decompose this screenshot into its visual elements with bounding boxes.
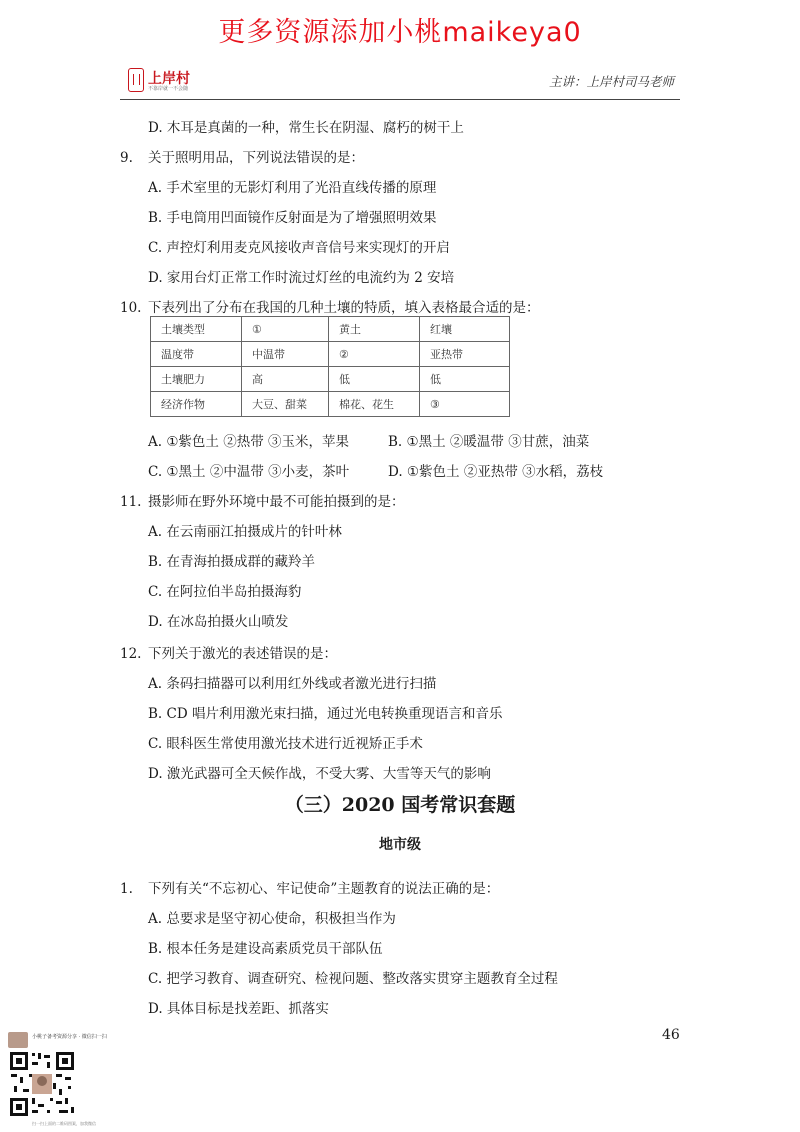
question-number: 9. (120, 150, 133, 166)
qr-code-icon[interactable] (8, 1050, 76, 1118)
question-stem: 摄影师在野外环境中最不可能拍摄到的是： (148, 494, 405, 510)
table-row (151, 367, 510, 392)
table-cell: 棉花、花生 (329, 392, 420, 417)
table-row (151, 392, 510, 417)
table-cell: 经济作物 (151, 392, 242, 417)
brand-slogan: 不靠岸就一不会随 (148, 86, 189, 92)
question-number: 12. (120, 646, 142, 662)
table-cell: 黄土 (329, 317, 420, 342)
table-cell: 红壤 (420, 317, 510, 342)
option-line: D. 在冰岛拍摄火山喷发 (148, 614, 289, 630)
table-cell: 温度带 (151, 342, 242, 367)
brand-name: 上岸村 (148, 71, 190, 87)
option-line: A. 条码扫描器可以利用红外线或者激光进行扫描 (148, 676, 437, 692)
section-subtitle: 地市级 (379, 837, 421, 853)
table-cell: 高 (242, 367, 329, 392)
page-number: 46 (662, 1027, 680, 1043)
table-cell: 土壤类型 (151, 317, 242, 342)
resource-banner: 更多资源添加小桃maikeya0 (218, 17, 582, 48)
option-line: A. ①紫色土 ②热带 ③玉米，苹果 (148, 434, 350, 450)
table-row (151, 342, 510, 367)
question-9 (120, 146, 364, 166)
option-line: A. 在云南丽江拍摄成片的针叶林 (148, 524, 342, 540)
option-line: D. 具体目标是找差距、抓落实 (148, 1001, 329, 1017)
option-line: B. 手电筒用凹面镜作反射面是为了增强照明效果 (148, 210, 437, 226)
question-stem: 下列有关“不忘初心、牢记使命”主题教育的说法正确的是： (148, 881, 500, 897)
question-stem: 关于照明用品，下列说法错误的是： (148, 150, 364, 166)
table-cell: 中温带 (242, 342, 329, 367)
table-cell: 土壤肥力 (151, 367, 242, 392)
option-line: C. 在阿拉伯半岛拍摄海豹 (148, 584, 302, 600)
question-10 (120, 296, 540, 316)
table-cell: 亚热带 (420, 342, 510, 367)
brand-logo (128, 68, 198, 96)
section-title: （三）2020 国考常识套题 (284, 794, 516, 816)
option-line: A. 手术室里的无影灯利用了光沿直线传播的原理 (148, 180, 437, 196)
option-line: C. 声控灯利用麦克风接收声音信号来实现灯的开启 (148, 240, 450, 256)
option-line: C. 眼科医生常使用激光技术进行近视矫正手术 (148, 736, 423, 752)
table-row (151, 317, 510, 342)
option-line: A. 总要求是坚守初心使命，积极担当作为 (148, 911, 396, 927)
option-line: D. 木耳是真菌的一种，常生长在阴湿、腐朽的树干上 (148, 120, 464, 136)
table-cell: ① (242, 317, 329, 342)
question-11 (120, 490, 405, 510)
table-cell: ③ (420, 392, 510, 417)
question-number: 10. (120, 300, 142, 316)
table-cell: ② (329, 342, 420, 367)
table-cell: 低 (420, 367, 510, 392)
option-line: B. 在青海拍摄成群的藏羚羊 (148, 554, 316, 570)
question-stem: 下表列出了分布在我国的几种土壤的特质，填入表格最合适的是： (148, 300, 540, 316)
question-number: 1. (120, 881, 133, 897)
table-cell: 大豆、甜菜 (242, 392, 329, 417)
qr-footer: 扫一扫上面的二维码图案，加我微信 (32, 1121, 96, 1126)
avatar (8, 1032, 28, 1048)
option-line: D. 激光武器可全天候作战，不受大雾、大雪等天气的影响 (148, 766, 491, 782)
option-line: B. CD 唱片利用激光束扫描，通过光电转换重现语言和音乐 (148, 706, 503, 722)
option-line: D. 家用台灯正常工作时流过灯丝的电流约为 2 安培 (148, 270, 455, 286)
option-line: D. ①紫色土 ②亚热带 ③水稻，荔枝 (388, 464, 604, 480)
header-divider (120, 99, 680, 100)
question-12 (120, 642, 337, 662)
table-cell: 低 (329, 367, 420, 392)
question-1 (120, 877, 499, 897)
lecturer-credit: 主讲：上岸村司马老师 (548, 74, 674, 89)
soil-table (150, 316, 510, 417)
option-line: C. 把学习教育、调查研究、检视问题、整改落实贯穿主题教育全过程 (148, 971, 558, 987)
question-number: 11. (120, 494, 142, 510)
qr-caption: 小桃子备考资源分享 · 微信扫一扫 (32, 1034, 107, 1040)
brand-logo-icon (128, 68, 144, 92)
question-stem: 下列关于激光的表述错误的是： (148, 646, 337, 662)
option-line: B. ①黑土 ②暖温带 ③甘蔗，油菜 (388, 434, 590, 450)
option-line: C. ①黑土 ②中温带 ③小麦，茶叶 (148, 464, 350, 480)
option-line: B. 根本任务是建设高素质党员干部队伍 (148, 941, 383, 957)
